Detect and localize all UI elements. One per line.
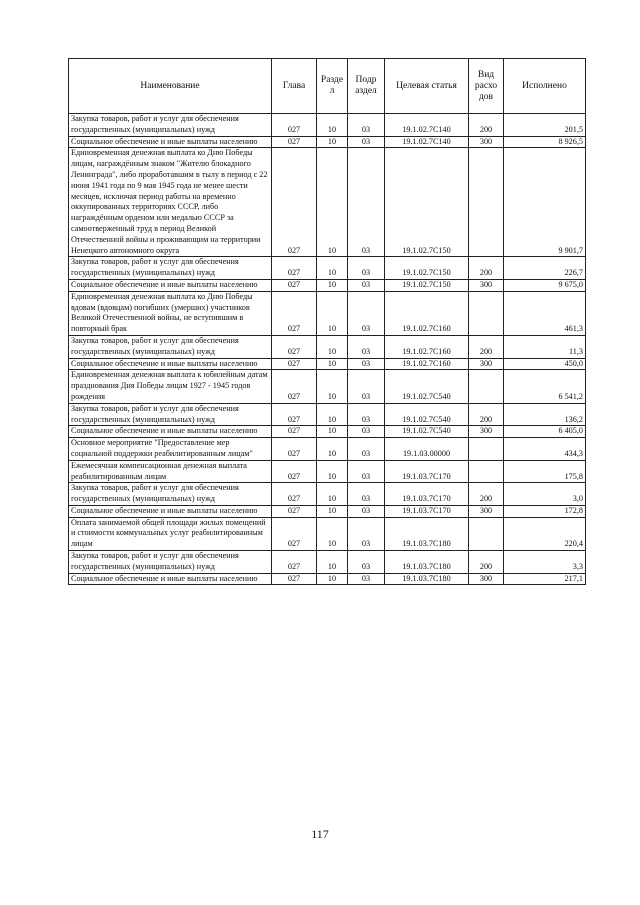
cell-razdel: 10 <box>317 148 348 257</box>
cell-expense-type <box>469 460 504 483</box>
table-row <box>69 136 586 148</box>
header-name: Наименование <box>69 59 272 114</box>
cell-glava: 027 <box>272 551 317 574</box>
cell-podrazdel: 03 <box>348 573 385 585</box>
table-body <box>69 114 586 585</box>
cell-executed: 9 675,0 <box>504 279 586 291</box>
cell-executed: 220,4 <box>504 517 586 550</box>
cell-target-article: 19.1.02.7С140 <box>385 114 469 137</box>
cell-executed: 172,8 <box>504 505 586 517</box>
cell-target-article: 19.1.03.7С170 <box>385 460 469 483</box>
cell-name: Оплата занимаемой общей площади жилых помещений и стоимости коммунальных услуг реабилитированным лицам <box>69 517 272 550</box>
cell-executed: 461,3 <box>504 291 586 335</box>
cell-podrazdel: 03 <box>348 483 385 506</box>
cell-name: Социальное обеспечение и иные выплаты населению <box>69 573 272 585</box>
cell-razdel: 10 <box>317 136 348 148</box>
cell-target-article: 19.1.02.7С540 <box>385 426 469 438</box>
cell-razdel: 10 <box>317 426 348 438</box>
header-podrazdel: Подр аздел <box>348 59 385 114</box>
cell-podrazdel: 03 <box>348 358 385 370</box>
cell-executed: 201,5 <box>504 114 586 137</box>
cell-razdel: 10 <box>317 505 348 517</box>
cell-target-article: 19.1.02.7С140 <box>385 136 469 148</box>
cell-razdel: 10 <box>317 460 348 483</box>
cell-target-article: 19.1.02.7С540 <box>385 403 469 426</box>
header-glava: Глава <box>272 59 317 114</box>
table-row <box>69 426 586 438</box>
cell-podrazdel: 03 <box>348 438 385 461</box>
cell-razdel: 10 <box>317 358 348 370</box>
table-row <box>69 114 586 137</box>
table-row <box>69 573 586 585</box>
cell-expense-type <box>469 370 504 403</box>
table-row <box>69 291 586 335</box>
cell-podrazdel: 03 <box>348 517 385 550</box>
table-row <box>69 370 586 403</box>
table-row <box>69 438 586 461</box>
cell-podrazdel: 03 <box>348 403 385 426</box>
cell-expense-type: 200 <box>469 335 504 358</box>
cell-executed: 226,7 <box>504 257 586 280</box>
cell-razdel: 10 <box>317 573 348 585</box>
cell-name: Социальное обеспечение и иные выплаты населению <box>69 426 272 438</box>
cell-podrazdel: 03 <box>348 505 385 517</box>
cell-executed: 450,0 <box>504 358 586 370</box>
page-number: 117 <box>311 827 329 841</box>
cell-expense-type: 300 <box>469 426 504 438</box>
cell-glava: 027 <box>272 279 317 291</box>
cell-name: Единовременная денежная выплата ко Дню Победы вдовам (вдовцам) погибших (умерших) участников Великой Отечественной войны, не вступившим в повторный брак <box>69 291 272 335</box>
cell-podrazdel: 03 <box>348 148 385 257</box>
cell-target-article: 19.1.02.7С150 <box>385 148 469 257</box>
cell-podrazdel: 03 <box>348 370 385 403</box>
table-header-row <box>69 59 586 114</box>
table-row <box>69 460 586 483</box>
cell-razdel: 10 <box>317 257 348 280</box>
cell-expense-type <box>469 438 504 461</box>
header-razdel: Разде л <box>317 59 348 114</box>
cell-target-article: 19.1.03.7С180 <box>385 551 469 574</box>
cell-executed: 3,0 <box>504 483 586 506</box>
cell-name: Закупка товаров, работ и услуг для обеспечения государственных (муниципальных) нужд <box>69 335 272 358</box>
cell-podrazdel: 03 <box>348 279 385 291</box>
cell-expense-type: 300 <box>469 358 504 370</box>
cell-executed: 175,8 <box>504 460 586 483</box>
budget-table <box>68 58 586 585</box>
cell-podrazdel: 03 <box>348 551 385 574</box>
table-row <box>69 551 586 574</box>
cell-name: Закупка товаров, работ и услуг для обеспечения государственных (муниципальных) нужд <box>69 257 272 280</box>
cell-glava: 027 <box>272 517 317 550</box>
cell-executed: 9 901,7 <box>504 148 586 257</box>
cell-glava: 027 <box>272 136 317 148</box>
cell-executed: 6 541,2 <box>504 370 586 403</box>
cell-podrazdel: 03 <box>348 426 385 438</box>
cell-target-article: 19.1.03.7С170 <box>385 505 469 517</box>
table-row <box>69 358 586 370</box>
cell-name: Социальное обеспечение и иные выплаты населению <box>69 279 272 291</box>
cell-name: Закупка товаров, работ и услуг для обеспечения государственных (муниципальных) нужд <box>69 483 272 506</box>
cell-razdel: 10 <box>317 114 348 137</box>
cell-expense-type: 200 <box>469 483 504 506</box>
cell-target-article: 19.1.02.7С160 <box>385 358 469 370</box>
cell-glava: 027 <box>272 403 317 426</box>
cell-glava: 027 <box>272 358 317 370</box>
cell-expense-type: 300 <box>469 279 504 291</box>
table-row <box>69 257 586 280</box>
cell-expense-type <box>469 291 504 335</box>
cell-glava: 027 <box>272 573 317 585</box>
header-target: Целевая статья <box>385 59 469 114</box>
cell-podrazdel: 03 <box>348 257 385 280</box>
cell-expense-type: 200 <box>469 403 504 426</box>
cell-executed: 11,3 <box>504 335 586 358</box>
cell-glava: 027 <box>272 257 317 280</box>
cell-razdel: 10 <box>317 483 348 506</box>
cell-executed: 8 926,5 <box>504 136 586 148</box>
header-executed: Исполнено <box>504 59 586 114</box>
cell-target-article: 19.1.03.7С180 <box>385 517 469 550</box>
table-row <box>69 279 586 291</box>
cell-podrazdel: 03 <box>348 460 385 483</box>
cell-glava: 027 <box>272 114 317 137</box>
cell-name: Единовременная денежная выплата к юбилейным датам празднования Дня Победы лицам 1927 - 1945 годов рождения <box>69 370 272 403</box>
cell-razdel: 10 <box>317 279 348 291</box>
cell-expense-type: 200 <box>469 114 504 137</box>
cell-target-article: 19.1.03.7С180 <box>385 573 469 585</box>
cell-glava: 027 <box>272 505 317 517</box>
cell-glava: 027 <box>272 148 317 257</box>
cell-expense-type: 300 <box>469 505 504 517</box>
cell-expense-type: 300 <box>469 136 504 148</box>
cell-glava: 027 <box>272 483 317 506</box>
cell-podrazdel: 03 <box>348 136 385 148</box>
table-row <box>69 403 586 426</box>
cell-glava: 027 <box>272 438 317 461</box>
cell-expense-type: 200 <box>469 257 504 280</box>
cell-glava: 027 <box>272 370 317 403</box>
cell-razdel: 10 <box>317 335 348 358</box>
cell-expense-type <box>469 148 504 257</box>
cell-name: Социальное обеспечение и иные выплаты населению <box>69 136 272 148</box>
cell-name: Единовременная денежная выплата ко Дню Победы лицам, награждённым знаком "Жителю блокадного Ленинграда", либо проработавшим в тылу в период с 22 июня 1941 года по 9 мая 1945 года не менее шести месяцев, исключая период работы на временно оккупированных территориях СССР, либо награждённым орденом или медалью СССР за самоотверженный труд в период Великой Отечественной войны и проживающим на территории Ненецкого автономного округа <box>69 148 272 257</box>
cell-target-article: 19.1.02.7С160 <box>385 291 469 335</box>
cell-podrazdel: 03 <box>348 335 385 358</box>
cell-target-article: 19.1.02.7С540 <box>385 370 469 403</box>
table-row <box>69 335 586 358</box>
cell-expense-type: 300 <box>469 573 504 585</box>
cell-executed: 217,1 <box>504 573 586 585</box>
table-row <box>69 505 586 517</box>
cell-name: Закупка товаров, работ и услуг для обеспечения государственных (муниципальных) нужд <box>69 403 272 426</box>
cell-razdel: 10 <box>317 403 348 426</box>
cell-glava: 027 <box>272 335 317 358</box>
cell-razdel: 10 <box>317 370 348 403</box>
cell-razdel: 10 <box>317 291 348 335</box>
cell-podrazdel: 03 <box>348 114 385 137</box>
header-vid: Вид расхо дов <box>469 59 504 114</box>
table-row <box>69 483 586 506</box>
cell-name: Ежемесячная компенсационная денежная выплата реабилитированным лицам <box>69 460 272 483</box>
cell-name: Закупка товаров, работ и услуг для обеспечения государственных (муниципальных) нужд <box>69 114 272 137</box>
cell-razdel: 10 <box>317 517 348 550</box>
cell-glava: 027 <box>272 291 317 335</box>
table-row <box>69 517 586 550</box>
cell-glava: 027 <box>272 426 317 438</box>
cell-executed: 136,2 <box>504 403 586 426</box>
cell-target-article: 19.1.02.7С150 <box>385 279 469 291</box>
cell-glava: 027 <box>272 460 317 483</box>
cell-executed: 434,3 <box>504 438 586 461</box>
cell-expense-type <box>469 517 504 550</box>
cell-executed: 6 405,0 <box>504 426 586 438</box>
cell-name: Социальное обеспечение и иные выплаты населению <box>69 358 272 370</box>
cell-name: Основное мероприятие "Предоставление мер социальной поддержки реабилитированным лицам" <box>69 438 272 461</box>
cell-expense-type: 200 <box>469 551 504 574</box>
cell-target-article: 19.1.03.7С170 <box>385 483 469 506</box>
cell-target-article: 19.1.02.7С150 <box>385 257 469 280</box>
cell-target-article: 19.1.02.7С160 <box>385 335 469 358</box>
cell-name: Социальное обеспечение и иные выплаты населению <box>69 505 272 517</box>
cell-executed: 3,3 <box>504 551 586 574</box>
cell-razdel: 10 <box>317 551 348 574</box>
table-row <box>69 148 586 257</box>
cell-target-article: 19.1.03.00000 <box>385 438 469 461</box>
cell-razdel: 10 <box>317 438 348 461</box>
cell-podrazdel: 03 <box>348 291 385 335</box>
cell-name: Закупка товаров, работ и услуг для обеспечения государственных (муниципальных) нужд <box>69 551 272 574</box>
